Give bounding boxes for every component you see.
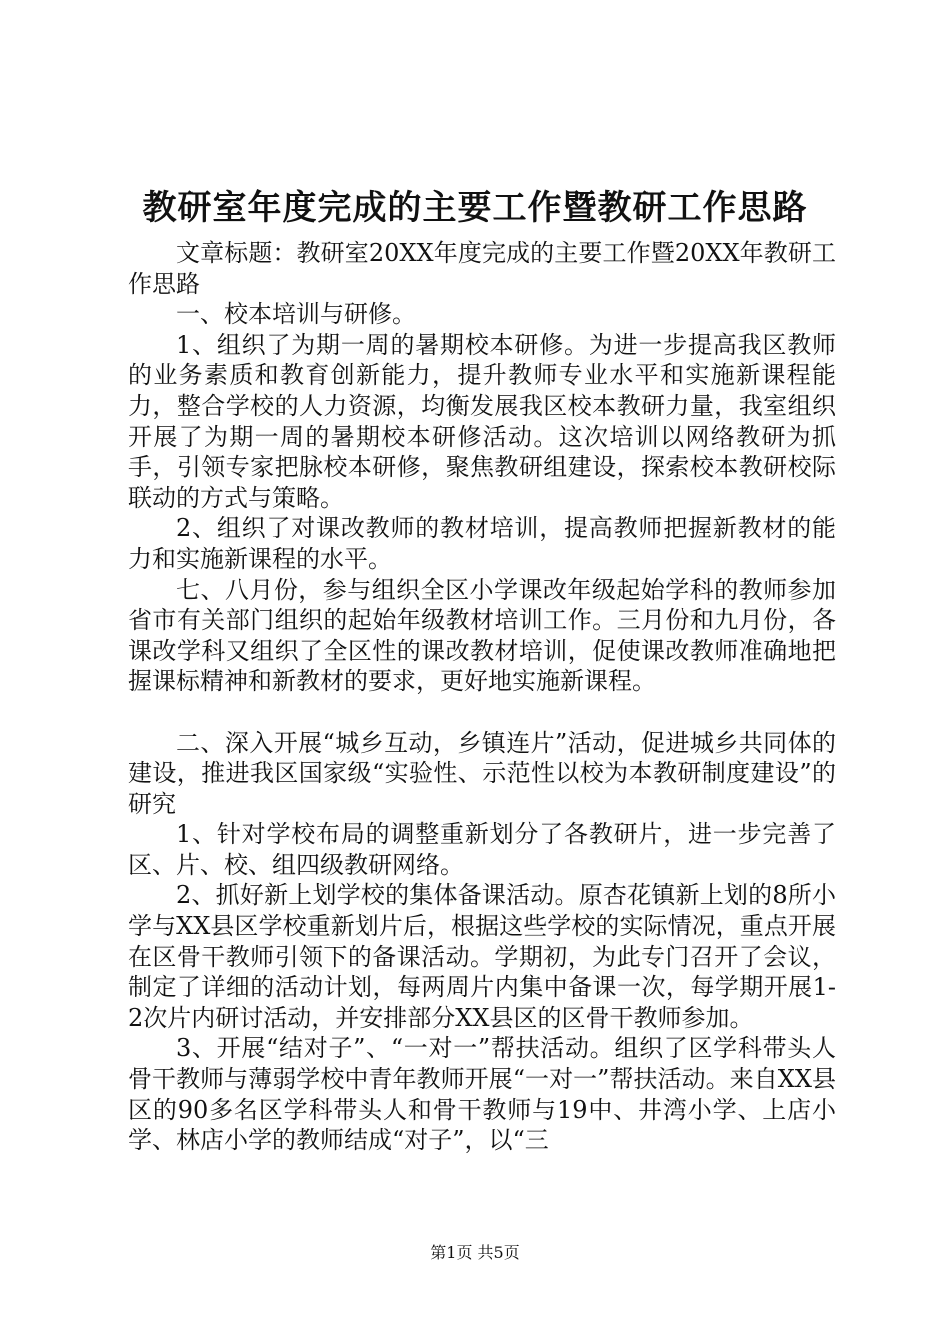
paragraph-1-3: 七、八月份，参与组织全区小学课改年级起始学科的教师参加省市有关部门组织的起始年级教材培训工作。三月份和九月份，各课改学科又组织了全区性的课改教材培训，促使课改教师准确地把握课标精神和新教材的要求，更好地实施新课程。 [128, 575, 836, 696]
document-title: 教研室年度完成的主要工作暨教研工作思路 [142, 188, 808, 228]
paragraph-2-1: 1、针对学校布局的调整重新划分了各教研片，进一步完善了区、片、校、组四级教研网络。 [128, 820, 836, 879]
page-footer: 第1页 共5页 [430, 1243, 520, 1262]
section-heading-2: 二、深入开展“城乡互动，乡镇连片”活动，促进城乡共同体的建设，推进我区国家级“实验性、示范性以校为本教研制度建设”的研究 [128, 728, 836, 818]
paragraph-1-2: 2、组织了对课改教师的教材培训，提高教师把握新教材的能力和实施新课程的水平。 [128, 514, 836, 573]
paragraph-2-3: 3、开展“结对子”、“一对一”帮扶活动。组织了区学科带头人骨干教师与薄弱学校中青年教师开展“一对一”帮扶活动。来自XX县区的90多名区学科带头人和骨干教师与19中、井湾小学、上店小学、林店小学的教师结成“对子”，以“三 [128, 1034, 836, 1155]
section-heading-1: 一、校本培训与研修。 [176, 300, 416, 329]
paragraph-1-1: 1、组织了为期一周的暑期校本研修。为进一步提高我区教师的业务素质和教育创新能力，提升教师专业水平和实施新课程能力，整合学校的人力资源，均衡发展我区校本教研力量，我室组织开展了为期一周的暑期校本研修活动。这次培训以网络教研为抓手，引领专家把脉校本研修，聚焦教研组建设，探索校本教研校际联动的方式与策略。 [128, 330, 836, 512]
document-body [128, 238, 836, 1156]
paragraph-2-2: 2、抓好新上划学校的集体备课活动。原杏花镇新上划的8所小学与XX县区学校重新划片后，根据这些学校的实际情况，重点开展在区骨干教师引领下的备课活动。学期初，为此专门召开了会议，制定了详细的活动计划，每两周片内集中备课一次，每学期开展1-2次片内研讨活动，并安排部分XX县区的区骨干教师参加。 [128, 881, 836, 1032]
article-heading-paragraph: 文章标题：教研室20XX年度完成的主要工作暨20XX年教研工作思路 [128, 239, 836, 298]
